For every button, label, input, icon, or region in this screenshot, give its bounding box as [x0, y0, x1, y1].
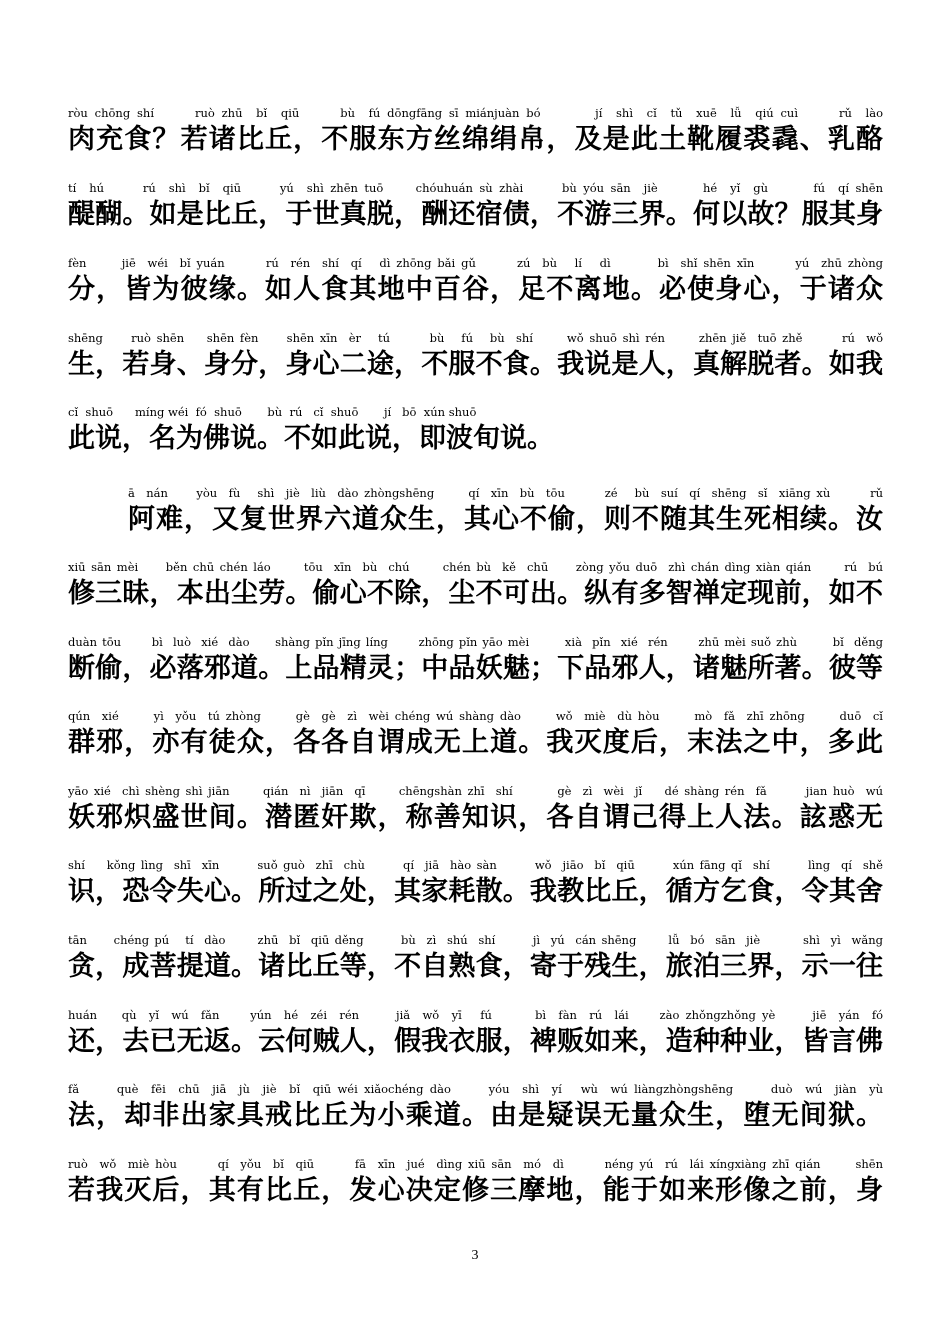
text-line-12	[68, 933, 883, 985]
chinese-text-row: 分，皆为彼缘。如人食其地中百谷，足不离地。必使身心，于诸众	[68, 274, 883, 305]
pinyin-row: huán qù yǐ wú fǎn yún hé zéi rén jiǎ wǒ yī fú bì fàn rú lái zào zhǒngzhǒng yè jiē yán fó	[68, 1008, 883, 1022]
text-line-6	[128, 486, 883, 538]
pinyin-row: ā nán yòu fù shì jiè liù dào zhòngshēng qí xīn bù tōu zé bù suí qí shēng sǐ xiāng xù rǔ	[128, 486, 883, 500]
pinyin-row: qún xié yì yǒu tú zhòng gè gè zì wèi chéng wú shàng dào wǒ miè dù hòu mò fǎ zhī zhōng duō cǐ	[68, 709, 883, 723]
pinyin-row: ruò wǒ miè hòu qí yǒu bǐ qiū fā xīn jué dìng xiū sān mó dì néng yú rú lái xíngxiàng zhī qián shēn	[68, 1157, 883, 1171]
chinese-text-row: 肉充食？若诸比丘，不服东方丝绵绢帛，及是此土靴履裘毳、乳酪	[68, 124, 883, 155]
text-line-15	[68, 1157, 883, 1209]
chinese-text-row: 法，却非出家具戒比丘为小乘道。由是疑误无量众生，堕无间狱。	[68, 1100, 883, 1131]
chinese-text-row: 识，恐令失心。所过之处，其家耗散。我教比丘，循方乞食，令其舍	[68, 876, 883, 907]
text-line-10	[68, 784, 883, 836]
pinyin-row: cǐ shuō míng wéi fó shuō bù rú cǐ shuō jí bō xún shuō	[68, 405, 477, 419]
text-line-14	[68, 1082, 883, 1134]
pinyin-row: fèn jiē wéi bǐ yuán rú rén shí qí dì zhōng bǎi gǔ zú bù lí dì bì shǐ shēn xīn yú zhū zhòng	[68, 256, 883, 270]
chinese-text-row: 还，去已无返。云何贼人，假我衣服，裨贩如来，造种种业，皆言佛	[68, 1026, 883, 1057]
pinyin-row: xiū sān mèi běn chū chén láo tōu xīn bù chú chén bù kě chū zòng yǒu duō zhì chán dìng xiàn qián rú bú	[68, 560, 883, 574]
text-line-4	[68, 331, 883, 383]
chinese-text-row: 贪，成菩提道。诸比丘等，不自熟食，寄于残生，旅泊三界，示一往	[68, 951, 883, 982]
text-line-3	[68, 256, 883, 308]
text-line-7	[68, 560, 883, 612]
pinyin-row: yāo xié chì shèng shì jiān qián nì jiān qī chēngshàn zhī shí gè zì wèi jǐ dé shàng rén fǎ jian huò wú	[68, 784, 883, 798]
chinese-text-row: 阿难，又复世界六道众生，其心不偷，则不随其生死相续。汝	[128, 504, 883, 535]
chinese-text-row: 生，若身、身分，身心二途，不服不食。我说是人，真解脱者。如我	[68, 349, 883, 380]
text-line-13	[68, 1008, 883, 1060]
text-line-1	[68, 106, 883, 158]
chinese-text-row: 此说，名为佛说。不如此说，即波旬说。	[68, 423, 554, 454]
pinyin-row: duàn tōu bì luò xié dào shàng pǐn jīng líng zhōng pǐn yāo mèi xià pǐn xié rén zhū mèi suǒ zhù bǐ děng	[68, 635, 883, 649]
pinyin-row: tān chéng pú tí dào zhū bǐ qiū děng bù zì shú shí jì yú cán shēng lǚ bó sān jiè shì yì wǎng	[68, 933, 883, 947]
chinese-text-row: 修三昧，本出尘劳。偷心不除，尘不可出。纵有多智禅定现前，如不	[68, 578, 883, 609]
pinyin-row: ròu chōng shí ruò zhū bǐ qiū bù fú dōngfāng sī miánjuàn bó jí shì cǐ tǔ xuē lǚ qiú cuì rǔ lào	[68, 106, 883, 120]
chinese-text-row: 妖邪炽盛世间。潜匿奸欺，称善知识，各自谓己得上人法。詃惑无	[68, 802, 883, 833]
text-line-5	[68, 405, 883, 457]
pinyin-row: shēng ruò shēn shēn fèn shēn xīn èr tú bù fú bù shí wǒ shuō shì rén zhēn jiě tuō zhě rú wǒ	[68, 331, 883, 345]
chinese-text-row: 断偷，必落邪道。上品精灵；中品妖魅；下品邪人，诸魅所著。彼等	[68, 653, 883, 684]
text-line-9	[68, 709, 883, 761]
chinese-text-row: 若我灭后，其有比丘，发心决定修三摩地，能于如来形像之前，身	[68, 1175, 883, 1206]
page-number: 3	[471, 1248, 479, 1263]
pinyin-row: shí kǒng lìng shī xīn suǒ guò zhī chù qí jiā hào sàn wǒ jiāo bǐ qiū xún fāng qǐ shí lìng qí shě	[68, 858, 883, 872]
text-line-11	[68, 858, 883, 910]
text-line-8	[68, 635, 883, 687]
pinyin-row: tí hú rú shì bǐ qiū yú shì zhēn tuō chóuhuán sù zhài bù yóu sān jiè hé yǐ gù fú qí shēn	[68, 181, 883, 195]
text-line-2	[68, 181, 883, 233]
chinese-text-row: 群邪，亦有徒众，各各自谓成无上道。我灭度后，末法之中，多此	[68, 727, 883, 758]
pinyin-row: fǎ què fēi chū jiā jù jiè bǐ qiū wéi xiǎochéng dào yóu shì yí wù wú liàngzhòngshēng duò wú jiàn yù	[68, 1082, 883, 1096]
chinese-text-row: 醍醐。如是比丘，于世真脱，酬还宿债，不游三界。何以故？服其身	[68, 199, 883, 230]
